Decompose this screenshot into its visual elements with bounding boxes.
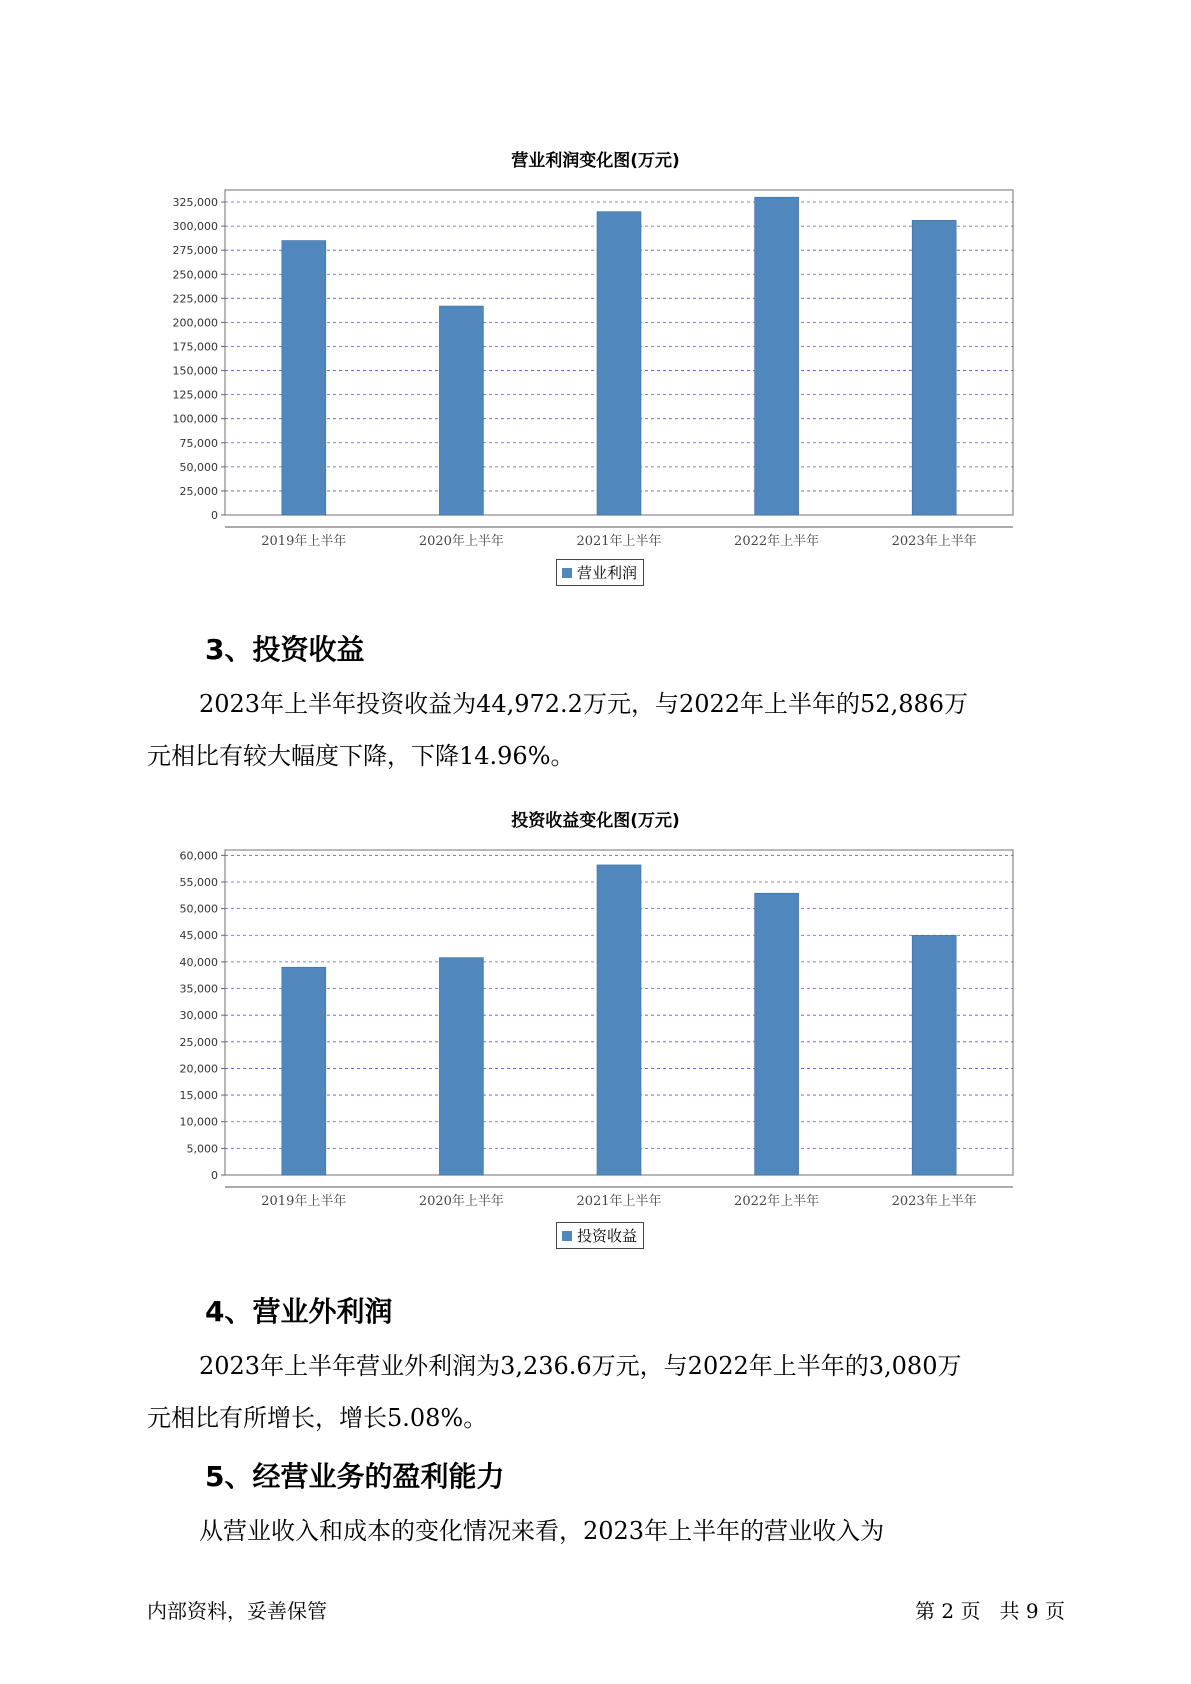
bar-2021年上半年 (597, 865, 641, 1175)
section-3-paragraph (147, 678, 1067, 782)
y-tick-label: 5,000 (186, 1142, 218, 1156)
footer-page-number: 第 2 页 共 9 页 (915, 1599, 1065, 1623)
bar-2022年上半年 (755, 197, 799, 515)
section-5-heading: 5、经营业务的盈利能力 (205, 1460, 505, 1493)
x-tick-label: 2021年上半年 (576, 1194, 662, 1209)
y-tick-label: 50,000 (179, 902, 218, 916)
bar-2023年上半年 (912, 935, 956, 1175)
bar-2022年上半年 (755, 893, 799, 1175)
bar-2020年上半年 (439, 306, 483, 515)
y-tick-label: 250,000 (172, 268, 218, 282)
y-tick-label: 45,000 (179, 929, 218, 943)
section-4-paragraph (147, 1340, 1067, 1444)
chart-2-legend-label: 投资收益 (577, 1227, 638, 1245)
y-tick-label: 0 (211, 509, 218, 522)
section-3-line-2: 元相比有较大幅度下降，下降14.96%。 (147, 742, 575, 770)
y-tick-label: 300,000 (172, 220, 218, 234)
y-tick-label: 0 (211, 1169, 218, 1182)
bar-2021年上半年 (597, 212, 641, 515)
x-tick-label: 2023年上半年 (891, 1194, 977, 1209)
y-tick-label: 35,000 (179, 982, 218, 996)
section-4-heading: 4、营业外利润 (205, 1295, 393, 1328)
x-tick-label: 2020年上半年 (418, 534, 504, 549)
chart-2-plot (0, 840, 1191, 1210)
y-tick-label: 55,000 (179, 875, 218, 889)
section-5-line-1: 从营业收入和成本的变化情况来看，2023年上半年的营业收入为 (199, 1517, 885, 1545)
y-tick-label: 10,000 (179, 1115, 218, 1129)
x-tick-label: 2022年上半年 (734, 1194, 820, 1209)
section-4-line-1: 2023年上半年营业外利润为3,236.6万元，与2022年上半年的3,080万 (199, 1352, 962, 1380)
y-tick-label: 50,000 (179, 460, 218, 474)
legend-swatch (562, 1231, 572, 1241)
chart-1-legend (556, 559, 644, 586)
footer-confidential-note: 内部资料，妥善保管 (147, 1599, 327, 1623)
y-tick-label: 15,000 (179, 1089, 218, 1103)
chart-2-legend (556, 1222, 644, 1249)
x-tick-label: 2023年上半年 (891, 534, 977, 549)
y-tick-label: 150,000 (172, 364, 218, 378)
x-tick-label: 2020年上半年 (418, 1194, 504, 1209)
section-4-line-2: 元相比有所增长，增长5.08%。 (147, 1404, 488, 1432)
y-tick-label: 60,000 (179, 849, 218, 863)
x-tick-label: 2022年上半年 (734, 534, 820, 549)
bar-2019年上半年 (282, 967, 326, 1175)
y-tick-label: 40,000 (179, 955, 218, 969)
y-tick-label: 200,000 (172, 316, 218, 330)
bar-2023年上半年 (912, 220, 956, 515)
y-tick-label: 175,000 (172, 340, 218, 354)
y-tick-label: 125,000 (172, 388, 218, 402)
chart-1-title: 营业利润变化图(万元) (511, 151, 680, 171)
chart-1-plot (0, 180, 1191, 550)
y-tick-label: 25,000 (179, 1035, 218, 1049)
y-tick-label: 20,000 (179, 1062, 218, 1076)
y-tick-label: 30,000 (179, 1009, 218, 1023)
x-tick-label: 2019年上半年 (261, 534, 347, 549)
chart-2-title: 投资收益变化图(万元) (511, 811, 680, 831)
y-tick-label: 75,000 (179, 436, 218, 450)
chart-1-legend-label: 营业利润 (577, 564, 638, 582)
y-tick-label: 325,000 (172, 196, 218, 210)
section-3-heading: 3、投资收益 (205, 633, 365, 666)
x-tick-label: 2019年上半年 (261, 1194, 347, 1209)
bar-2020年上半年 (439, 958, 483, 1175)
y-tick-label: 225,000 (172, 292, 218, 306)
section-3-line-1: 2023年上半年投资收益为44,972.2万元，与2022年上半年的52,886万 (199, 690, 969, 718)
x-tick-label: 2021年上半年 (576, 534, 662, 549)
y-tick-label: 100,000 (172, 412, 218, 426)
legend-swatch (562, 568, 572, 578)
y-tick-label: 275,000 (172, 244, 218, 258)
bar-2019年上半年 (282, 241, 326, 515)
y-tick-label: 25,000 (179, 484, 218, 498)
section-5-paragraph (147, 1505, 1067, 1557)
